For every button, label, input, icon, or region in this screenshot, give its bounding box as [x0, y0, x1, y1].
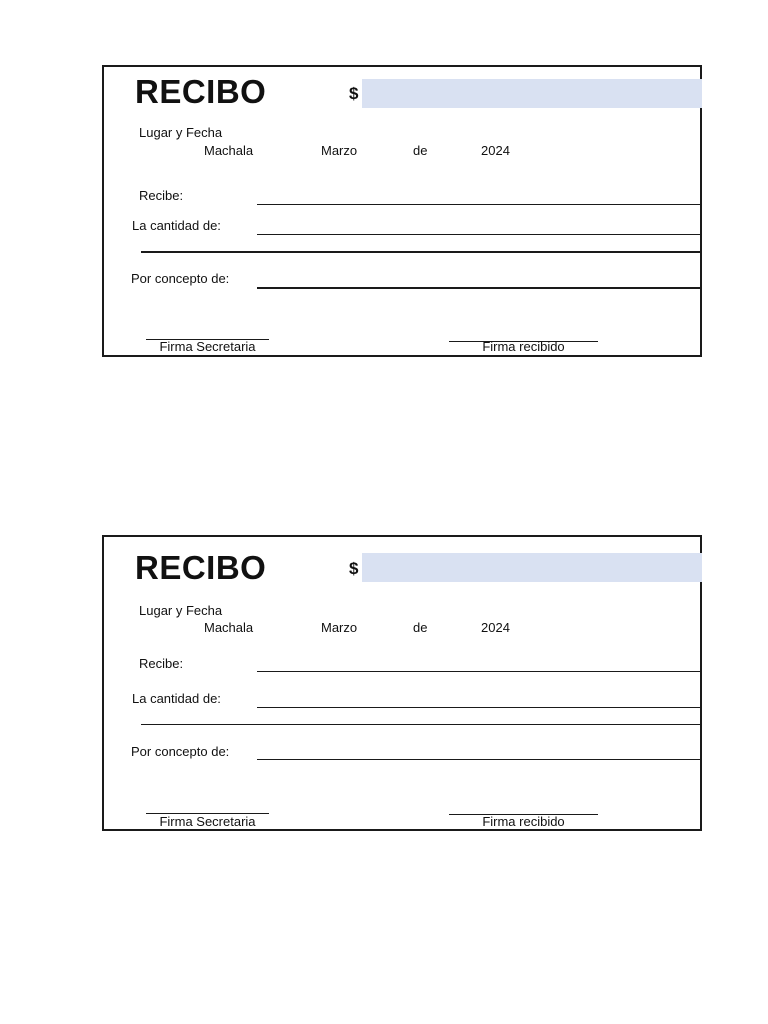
- city-value: Machala: [204, 143, 254, 158]
- cantidad-label: La cantidad de:: [132, 218, 221, 233]
- recibe-line[interactable]: [257, 671, 702, 672]
- amount-field[interactable]: [362, 553, 702, 582]
- recibe-line[interactable]: [257, 204, 702, 205]
- firma-secretaria-label: Firma Secretaria: [159, 814, 256, 829]
- lugar-fecha-label: Lugar y Fecha: [139, 603, 223, 618]
- month-value: Marzo: [321, 620, 358, 635]
- firma-recibido-label: Firma recibido: [482, 814, 565, 829]
- year-value: 2024: [481, 143, 510, 158]
- de-text: de: [413, 143, 428, 158]
- cantidad-line-2[interactable]: [141, 251, 702, 253]
- cantidad-label: La cantidad de:: [132, 691, 221, 706]
- recibe-label: Recibe:: [139, 656, 184, 671]
- de-text: de: [413, 620, 428, 635]
- amount-field[interactable]: [362, 79, 702, 108]
- lugar-fecha-label: Lugar y Fecha: [139, 125, 223, 140]
- concepto-label: Por concepto de:: [131, 744, 230, 759]
- city-value: Machala: [204, 620, 254, 635]
- cantidad-line[interactable]: [257, 234, 702, 235]
- concepto-line[interactable]: [257, 287, 702, 289]
- firma-recibido-label: Firma recibido: [482, 339, 565, 354]
- cantidad-line-2[interactable]: [141, 724, 702, 725]
- firma-secretaria-label: Firma Secretaria: [159, 339, 256, 354]
- currency-symbol: $: [349, 84, 359, 103]
- currency-symbol: $: [349, 559, 359, 578]
- receipt-title: RECIBO: [135, 549, 267, 586]
- concepto-line[interactable]: [257, 759, 702, 760]
- month-value: Marzo: [321, 143, 358, 158]
- recibe-label: Recibe:: [139, 188, 184, 203]
- receipt-1: [102, 65, 702, 357]
- receipt-2: [102, 535, 702, 831]
- receipt-title: RECIBO: [135, 73, 267, 110]
- cantidad-line[interactable]: [257, 707, 702, 708]
- year-value: 2024: [481, 620, 510, 635]
- concepto-label: Por concepto de:: [131, 271, 230, 286]
